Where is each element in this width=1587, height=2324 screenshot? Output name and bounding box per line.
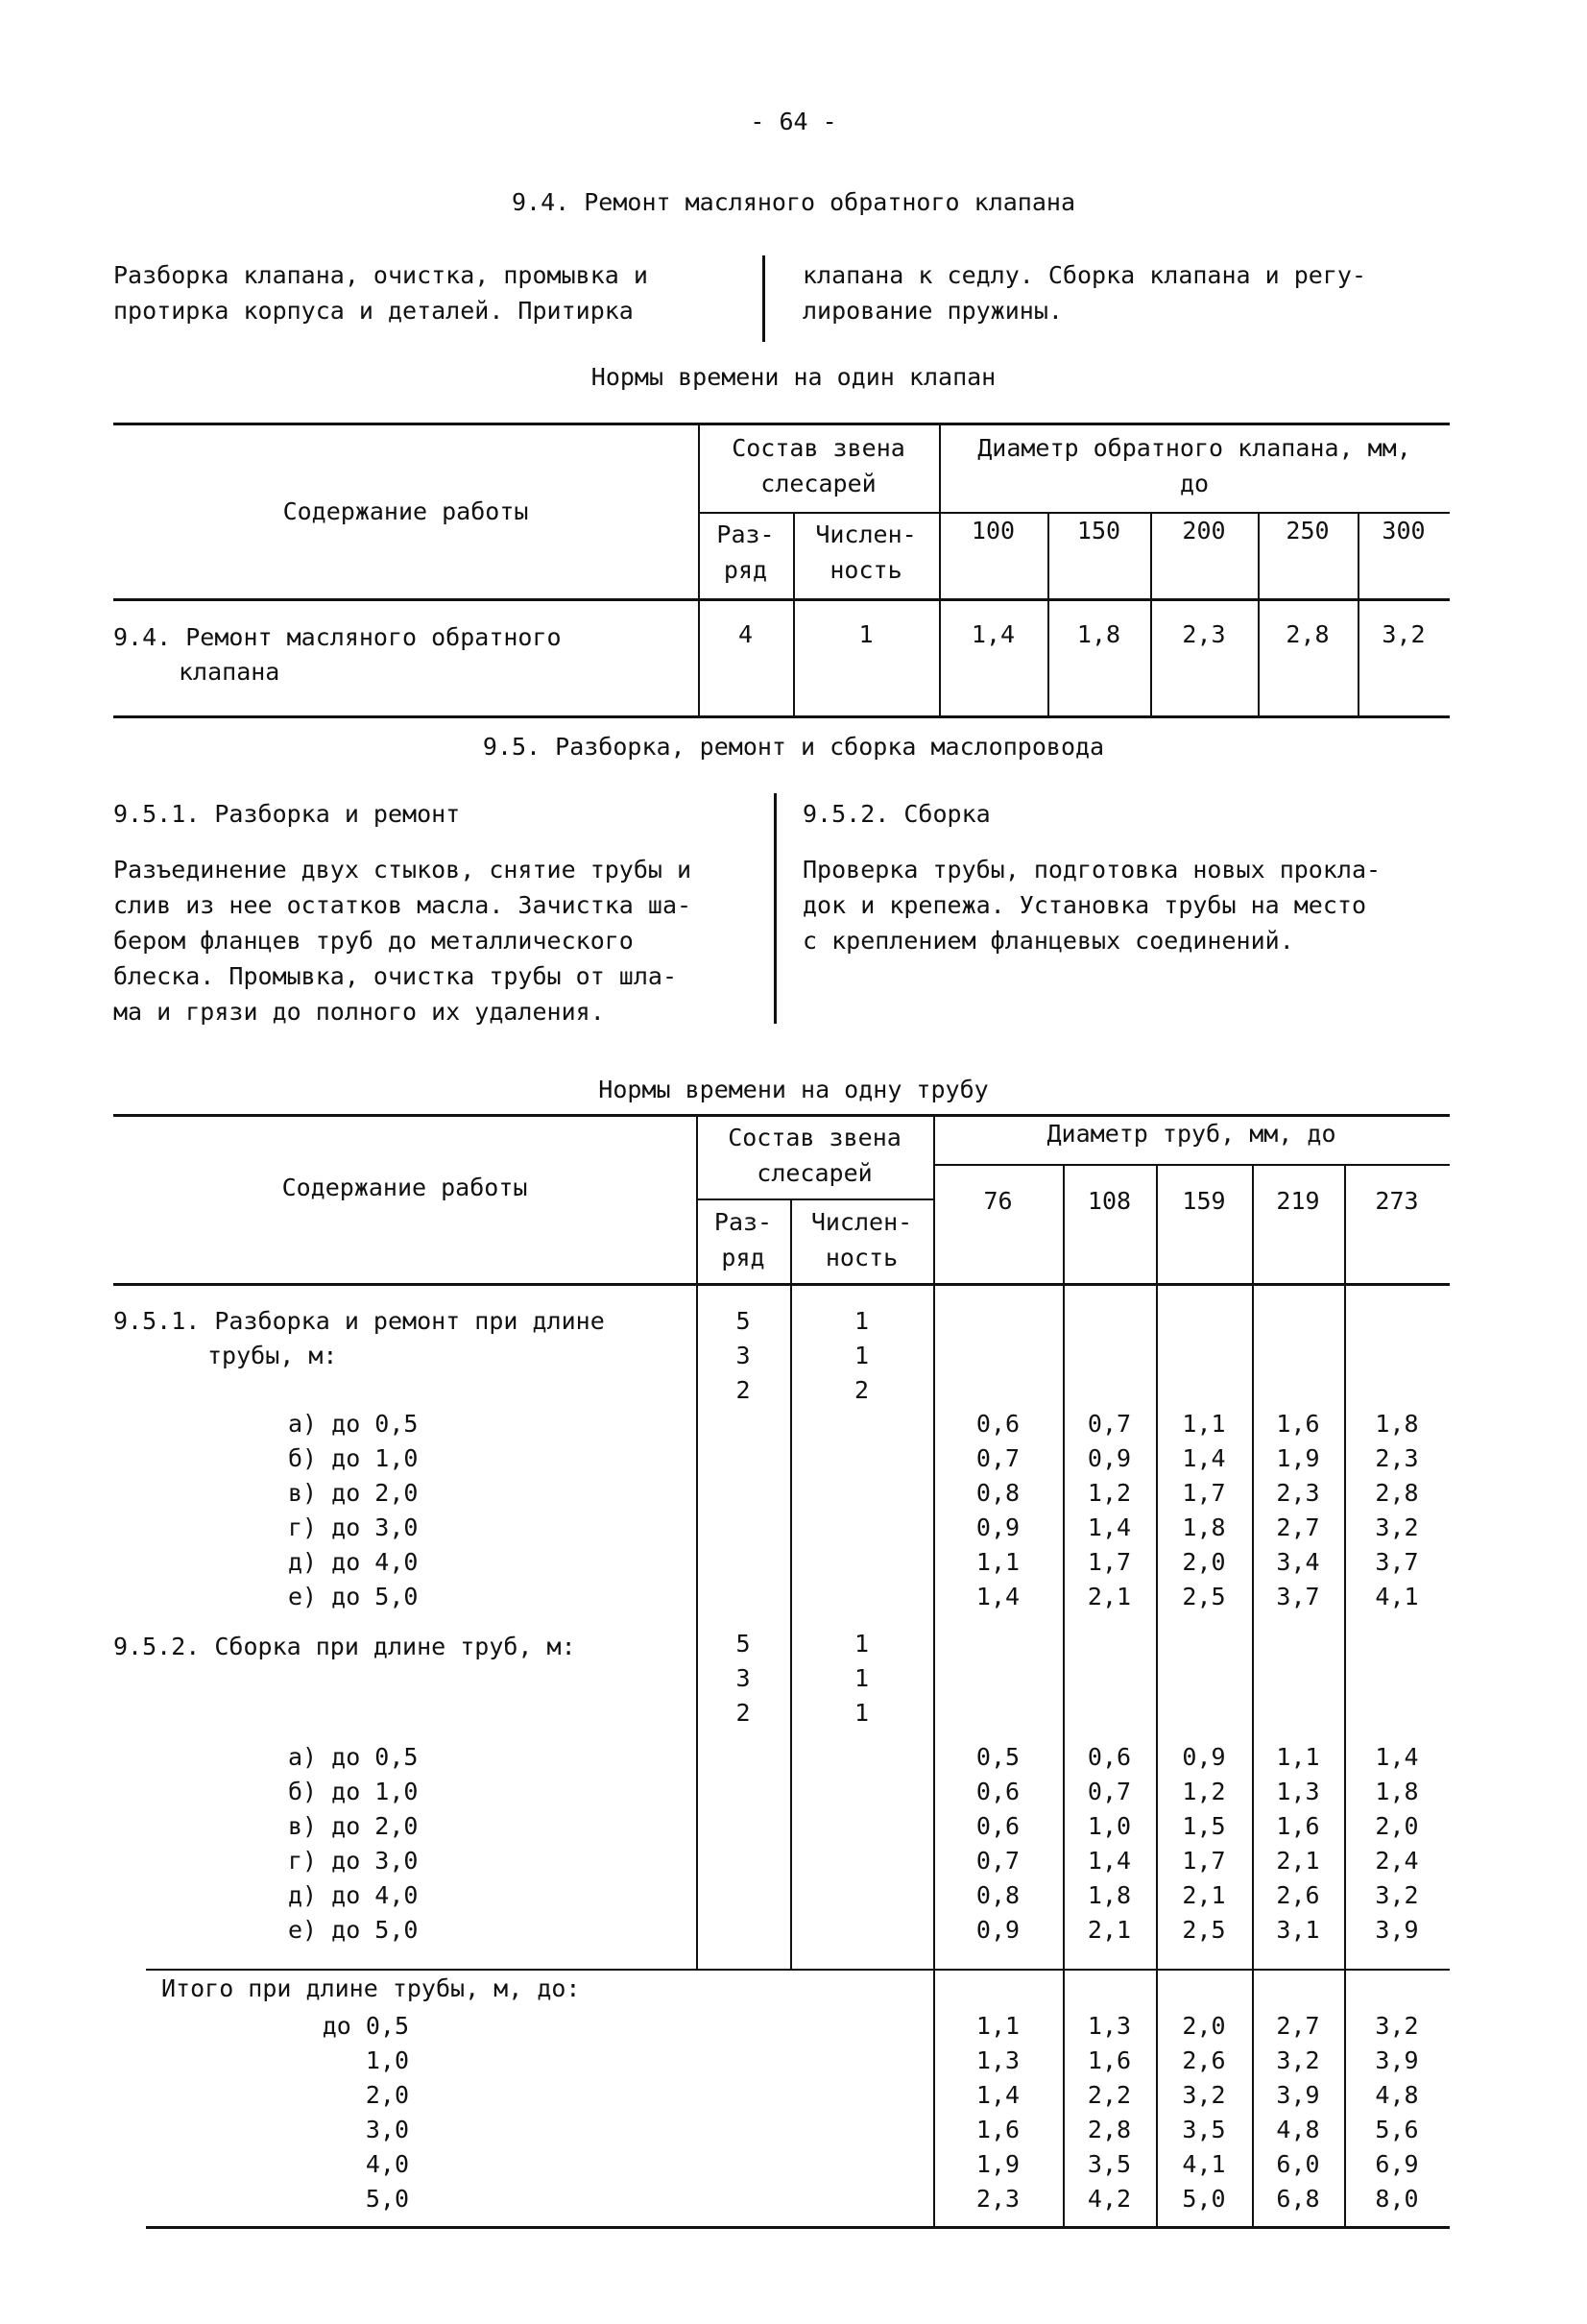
- column-header-crew: Состав звена слесарей: [728, 1124, 902, 1187]
- column-header-grade: Раз- ряд: [716, 520, 775, 584]
- diameter-header: 150: [1076, 517, 1121, 545]
- diameter-header: 300: [1382, 517, 1426, 545]
- table-rule: [113, 598, 1450, 601]
- column-header-work: Содержание работы: [281, 1174, 528, 1201]
- row-labels: а) до 0,5 б) до 1,0 в) до 2,0 г) до 3,0 д) до 4,0 е) до 5,0: [288, 1743, 419, 1944]
- table-cell-value: 3,2: [1382, 620, 1426, 648]
- value-column: 1,3 1,6 2,2 2,8 3,5 4,2: [1087, 2012, 1132, 2213]
- section-description-right: клапана к седлу. Сборка клапана и регу- лирование пружины.: [803, 261, 1366, 325]
- diameter-header: 219: [1276, 1187, 1320, 1215]
- diameter-header: 273: [1375, 1187, 1419, 1215]
- table-rule: [698, 512, 1450, 514]
- column-header-diameter: Диаметр труб, мм, до: [1046, 1120, 1336, 1148]
- totals-title: Итого при длине трубы, м, до:: [161, 1974, 581, 2002]
- table-rule: [113, 423, 1450, 425]
- table-rule: [146, 2226, 1450, 2229]
- table-rule: [113, 1114, 1450, 1117]
- diameter-header: 200: [1182, 517, 1226, 545]
- table-rule: [113, 715, 1450, 718]
- column-divider: [774, 793, 777, 1024]
- table-rule: [933, 1164, 1450, 1166]
- column-divider: [762, 255, 765, 342]
- value-column: 1,4 1,8 2,0 2,4 3,2 3,9: [1375, 1743, 1419, 1944]
- table-cell-grade: 4: [737, 620, 754, 648]
- grade-column: 5 3 2: [735, 1630, 751, 1727]
- value-column: 1,6 1,9 2,3 2,7 3,4 3,7: [1276, 1410, 1320, 1610]
- subsection-text: Разъединение двух стыков, снятие трубы и слив из нее остатков масла. Зачистка ша- бером фланцев труб до металлического блеска. Промывка, очистка трубы от шла- ма и грязи до полного их удаления.: [113, 856, 692, 1026]
- value-column: 1,1 1,3 1,6 2,1 2,6 3,1: [1276, 1743, 1320, 1944]
- subsection-title: 9.5.1. Разборка и ремонт: [113, 800, 461, 828]
- diameter-header: 159: [1182, 1187, 1226, 1215]
- row-labels: до 0,5 1,0 2,0 3,0 4,0 5,0: [322, 2012, 409, 2213]
- value-column: 1,1 1,4 1,7 1,8 2,0 2,5: [1182, 1410, 1226, 1610]
- value-column: 0,6 0,7 1,0 1,4 1,8 2,1: [1087, 1743, 1132, 1944]
- section-description-left: Разборка клапана, очистка, промывка и протирка корпуса и деталей. Притирка: [113, 261, 648, 325]
- grade-column: 5 3 2: [735, 1307, 751, 1404]
- value-column: 1,1 1,3 1,4 1,6 1,9 2,3: [975, 2012, 1021, 2213]
- value-column: 2,7 3,2 3,9 4,8 6,0 6,8: [1276, 2012, 1320, 2213]
- column-header-diameter: Диаметр обратного клапана, мм, до: [977, 434, 1411, 497]
- group-title: 9.5.1. Разборка и ремонт при длине трубы, м:: [113, 1307, 605, 1369]
- section-title: 9.5. Разборка, ремонт и сборка маслопровода: [482, 733, 1105, 761]
- table-cell-value: 2,8: [1286, 620, 1330, 648]
- table-rule: [113, 1283, 1450, 1286]
- table-rule: [146, 1969, 1450, 1971]
- diameter-header: 250: [1286, 517, 1330, 545]
- page-number: - 64 -: [750, 108, 837, 135]
- table-cell-value: 2,3: [1182, 620, 1226, 648]
- table-cell-value: 1,4: [971, 620, 1016, 648]
- subsection-title: 9.5.2. Сборка: [803, 800, 991, 828]
- row-labels: а) до 0,5 б) до 1,0 в) до 2,0 г) до 3,0 д) до 4,0 е) до 5,0: [288, 1410, 419, 1610]
- norms-caption: Нормы времени на одну трубу: [598, 1076, 989, 1103]
- table-cell-value: 1,8: [1076, 620, 1121, 648]
- value-column: 2,0 2,6 3,2 3,5 4,1 5,0: [1182, 2012, 1226, 2213]
- table-rule: [696, 1198, 933, 1200]
- diameter-header: 76: [983, 1187, 1013, 1215]
- column-header-work: Содержание работы: [282, 497, 529, 525]
- value-column: 3,2 3,9 4,8 5,6 6,9 8,0: [1375, 2012, 1419, 2213]
- count-column: 1 1 1: [854, 1630, 870, 1727]
- column-header-crew: Состав звена слесарей: [732, 434, 905, 497]
- table-cell-count: 1: [858, 620, 874, 648]
- value-column: 0,7 0,9 1,2 1,4 1,7 2,1: [1087, 1410, 1132, 1610]
- section-title: 9.4. Ремонт масляного обратного клапана: [512, 188, 1075, 216]
- subsection-text: Проверка трубы, подготовка новых прокла- док и крепежа. Установка трубы на место с креплением фланцевых соединений.: [803, 856, 1382, 955]
- value-column: 0,6 0,7 0,8 0,9 1,1 1,4: [975, 1410, 1021, 1610]
- group-title: 9.5.2. Сборка при длине труб, м:: [113, 1633, 576, 1660]
- value-column: 0,5 0,6 0,6 0,7 0,8 0,9: [975, 1743, 1021, 1944]
- column-header-count: Числен- ность: [810, 1208, 913, 1271]
- count-column: 1 1 2: [854, 1307, 870, 1404]
- diameter-header: 108: [1087, 1187, 1132, 1215]
- value-column: 0,9 1,2 1,5 1,7 2,1 2,5: [1182, 1743, 1226, 1944]
- column-header-count: Числен- ность: [815, 520, 917, 584]
- value-column: 1,8 2,3 2,8 3,2 3,7 4,1: [1375, 1410, 1419, 1610]
- diameter-header: 100: [971, 517, 1016, 545]
- norms-caption: Нормы времени на один клапан: [590, 363, 997, 391]
- table-row-work: 9.4. Ремонт масляного обратного клапана: [113, 623, 562, 686]
- column-header-grade: Раз- ряд: [713, 1208, 773, 1271]
